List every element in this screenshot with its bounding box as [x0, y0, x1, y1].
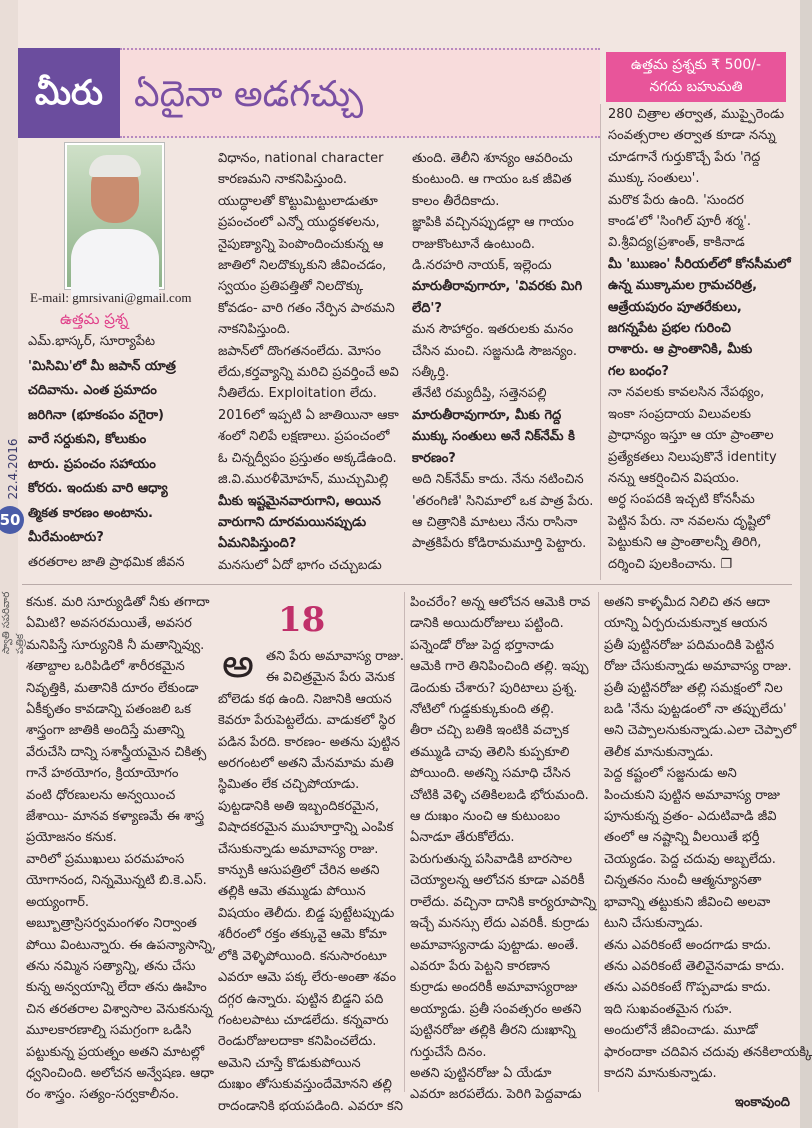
- text-line: యుద్ధాలతో కొట్టుమిట్టులాడుతూ: [218, 193, 378, 209]
- text-line: మనిపిస్తే సూర్యునికి నీ మతాన్నివ్వు.: [26, 637, 205, 653]
- text-line: ముక్కు సంతులు'.: [608, 171, 700, 187]
- text-line: మారుతీరావుగారూ, మీకు గెద్ద: [412, 407, 562, 423]
- text-line: తను నమ్మిన సత్యాన్ని, తను చేసు: [26, 958, 196, 974]
- episode-number: 18: [278, 600, 326, 640]
- text-line: విషాదకరమైన ముహూర్తాన్ని ఎంపిక: [218, 820, 394, 836]
- text-line: రాశారు. ఆ ప్రాంతానికి, మీకు: [608, 342, 753, 358]
- text-line: శతాబ్దాల ఒరిపిడిలో శారీరకమైన: [26, 659, 185, 675]
- text-line: డెందుకు చేశారు? పురిటాలు ప్రశ్న.: [410, 680, 578, 696]
- text-line: కనుక. మరి సూర్యుడితో నీకు తగాదా: [26, 595, 210, 610]
- page-number-badge: 50: [0, 506, 24, 534]
- text-line: పించరేం? అన్న ఆలోచన ఆమెకి రావ: [410, 595, 591, 610]
- text-line: శాస్త్రంగా జాతికి అందిస్తే మతాన్ని: [26, 723, 185, 739]
- text-line: మీకు ఇష్టమైనవారుగాని, అయిన: [218, 493, 381, 509]
- text-line: చేసిన మంచి. సజ్జనుడి సౌజన్యం.: [412, 343, 577, 359]
- text-line: కాదని మానుకున్నాడు.: [604, 1065, 717, 1081]
- text-line: నాకనిపిస్తుంది.: [218, 322, 291, 338]
- text-line: గుర్తుచేసే దినం.: [410, 1044, 487, 1060]
- text-line: దుఃఖం తోసుకువస్తుందేమోనని తల్లి: [218, 1077, 392, 1093]
- magazine-name: స్వాతి సపరివార పత్రిక: [1, 591, 26, 654]
- text-line: తను ఎవరికంటే తెలివైనవాడు కాదు.: [604, 958, 785, 974]
- text-line: జగన్నపేట ప్రభల గురించి: [608, 321, 731, 337]
- text-line: ఆ చిత్రానికి మాటలు నేను రాసినా: [412, 514, 578, 530]
- text-line: చూడగానే గుర్తుకొచ్చే పేరు 'గెద్ద: [608, 149, 761, 165]
- text-line: అతని కాళ్ళమీద నిలిచి తన ఆదా: [604, 595, 770, 610]
- text-line: నోటిలో గుడ్డకుక్కుకుంది తల్లి.: [410, 702, 555, 718]
- text-line: మూలకారణాల్ని సమగ్రంగా ఒడిసి: [26, 1023, 192, 1039]
- column-rule: [404, 592, 405, 1092]
- text-line: పుట్టడానికి అతి ఇబ్బందికరమైన,: [218, 798, 380, 814]
- text-line: పన్నెండో రోజు పెద్ద భర్తానాడు: [410, 637, 554, 653]
- text-line: ఓ చిన్నద్వీపం ప్రస్తుతం అక్కడేఉంది.: [218, 450, 397, 466]
- text-line: కున్న అన్వయాన్ని లేదా తను ఊహిం: [26, 980, 207, 996]
- text-line: తని పేరు అమావాస్య రాజు.: [266, 649, 405, 664]
- text-line: 'మిసిమి'లో మీ జపాన్ యాత్ర: [28, 358, 176, 374]
- photo-shirt: [71, 229, 159, 299]
- text-line: తల్లికి ఆమె తమ్ముడు పోయిన: [218, 884, 366, 900]
- text-line: రాలేదు. వచ్చినా దానికి కార్యరూపాన్ని: [410, 894, 597, 910]
- text-line: ఇంకా సంప్రదాయ విలువలకు: [608, 406, 751, 422]
- text-line: ఈ విచిత్రమైన పేరు వెనుక: [266, 670, 395, 686]
- text-line: తరతరాల జాతి ప్రాథమిక జీవన: [28, 554, 185, 570]
- prize-line-1: ఉత్తమ ప్రశ్నకు ₹ 500/-: [630, 57, 762, 73]
- text-line: భావాన్ని తట్టుకుని జీవించి అలవా: [604, 894, 771, 910]
- text-line: వారుగాని దూరమయినప్పుడు: [218, 514, 367, 530]
- text-line: కాన్పుకి ఆసుపత్రిలో చేరిన అతని: [218, 863, 380, 879]
- text-line: జి.వి.మురళీమోహన్, ముచ్చుమిల్లి: [218, 472, 389, 488]
- text-line: పడిన పేరది. కారణం- అతను పుట్టిన: [218, 734, 401, 750]
- text-line: రాదండానికి భయపడింది. ఎవరూ కని: [218, 1098, 403, 1114]
- text-line: అయ్యాడు. ప్రతీ సంవత్సరం అతని: [410, 1001, 582, 1017]
- text-line: ఎవరూ పేరు పెట్టని కారణాన: [410, 958, 550, 974]
- drop-cap: అ: [222, 641, 254, 687]
- text-line: ఆమెకి గారె తినిపించింది తల్లి. ఇప్పు: [410, 659, 589, 675]
- text-line: అందులోనే జీవించాడు. మూడో: [604, 1023, 758, 1039]
- text-line: మన సౌహార్దం. ఇతరులకు మనం: [412, 322, 574, 338]
- text-line: బోలెడు కథ ఉంది. నిజానికి ఆయన: [218, 691, 392, 707]
- text-line: శరీరంలో రక్తం తక్కువై ఆమె కోమా: [218, 927, 387, 943]
- text-line: పూనుకున్న వ్రతం- ఎదుటివాడి జీవి: [604, 809, 777, 825]
- text-line: డి.నరహరి నాయక్, ఇల్లెందు: [412, 258, 552, 274]
- text-line: రం శాస్త్రం. సత్యం-సర్వకాలీనం.: [26, 1087, 180, 1103]
- text-line: టారు. ప్రపంచం సహాయం: [28, 456, 156, 472]
- text-line: నన్ను ఆకర్షించిన విషయం.: [608, 470, 740, 486]
- text-line: అయ్యంగార్.: [26, 894, 90, 910]
- text-line: అది నిక్‌నేమ్ కాదు. నేను నటించిన: [412, 472, 584, 488]
- text-line: అని చెప్పాలనుకున్నాడు.ఎలా చెప్పాలో: [604, 723, 797, 739]
- text-line: కెవరూ పేరుపెట్టలేదు. వాడుకలో స్థిర: [218, 713, 396, 729]
- text-line: పోయి వింటున్నారు. ఈ ఉపన్యాసాన్ని,: [26, 937, 217, 953]
- text-line: జరిగినా (భూకంపం వగైరా): [28, 407, 164, 423]
- text-line: ఏనాడూ తేరుకోలేదు.: [410, 830, 515, 846]
- text-line: ఇది సుఖవంతమైన గుహ.: [604, 1001, 733, 1017]
- text-line: ఏమనిపిస్తుంది?: [218, 536, 297, 552]
- text-line: డానికి అయిదురోజులు పట్టింది.: [410, 616, 564, 632]
- text-line: నా నవలకు కావలసిన నేపథ్యం,: [608, 385, 765, 401]
- text-line: ముక్కు సంతులు అనే నిక్‌నేమ్ కి: [412, 429, 575, 445]
- text-line: తమ్ముడి చావు తెలిసి కుప్పకూలి: [410, 744, 570, 760]
- text-line: యోగానంద, నిన్నమొన్నటి బి.కె.ఎస్.: [26, 873, 207, 889]
- text-line: అరగంటలో అతని మేనమామ మతి: [218, 756, 394, 772]
- text-line: ప్రపంచంలో ఎన్నో యుద్ధకళలను,: [218, 215, 380, 231]
- text-line: పోయింది. అతన్ని సమాధి చేసిన: [410, 766, 571, 782]
- text-line: పట్టుకున్న ప్రయత్నం అతని మాటల్లో: [26, 1044, 205, 1060]
- column-title-part2: ఏదైనా అడగచ్చు: [120, 48, 600, 138]
- text-line: పుట్టినరోజు తల్లికి తీరని దుఃఖాన్ని: [410, 1023, 576, 1039]
- text-line: ప్రాధాన్యం ఇస్తూ ఆ యా ప్రాంతాల: [608, 428, 774, 444]
- text-line: 280 చిత్రాల తర్వాత, ముప్పైరెండు: [608, 107, 785, 122]
- text-line: మీరేమంటారు?: [28, 530, 104, 545]
- text-line: కాలం తీరేదికాదు.: [412, 193, 500, 209]
- text-line: మీ 'ఋణం' సీరియల్‌లో కోనసీమలో: [608, 256, 791, 272]
- text-line: 2016లో ఇప్పటి ఏ జాతియినా ఆకా: [218, 407, 399, 423]
- text-line: ఉన్న ముక్కామల గ్రామచరిత్ర,: [608, 278, 758, 294]
- text-line: ప్రత్యేకతలు నిలుపుకొనే identity: [608, 449, 777, 465]
- prize-box: [606, 52, 786, 102]
- text-line: కోవడం- వారి గతం నేర్పిన పాఠమని: [218, 300, 395, 316]
- text-line: విషయం తెలీదు. బిడ్డ పుట్టేటప్పుడు: [218, 905, 395, 921]
- text-line: ప్రతీ పుట్టినరోజు పదిమందికి పెట్టిన: [604, 637, 775, 653]
- text-line: 'తరంగిణి' సినిమాలో ఒక పాత్ర పేరు.: [412, 493, 594, 509]
- text-line: నీతిలేదు. Exploitation లేదు.: [218, 386, 377, 402]
- text-line: రాజుకొంటూనే ఉంటుంది.: [412, 236, 536, 252]
- text-line: స్వయం ప్రతిపత్తితో నిలదొక్కు: [218, 279, 364, 295]
- text-line: చెయ్యడం. పెద్ద చదువు అబ్బలేదు.: [604, 851, 776, 867]
- story-column-2: [218, 646, 405, 1117]
- continued-label: ఇంకావుంది: [734, 1095, 790, 1110]
- text-line: తుంది. తెలీని శూన్యం ఆవరించు: [412, 151, 573, 166]
- text-line: సంవత్సరాల తర్వాత కూడా నన్ను: [608, 128, 776, 144]
- text-line: రెండురోజులదాకా కనిపించలేదు.: [218, 1034, 377, 1050]
- column-rule: [600, 104, 601, 580]
- text-line: ధ్వనించింది. అలోచన అన్వేషణ. ఆధా: [26, 1065, 214, 1081]
- text-line: టుని చేసుకున్నాడు.: [604, 916, 704, 932]
- author-photo: [65, 143, 164, 289]
- text-line: వారిలో ప్రముఖులు పరమహంస: [26, 851, 185, 867]
- text-line: కాండ'లో 'సింగిల్ పూరీ శర్మ'.: [608, 214, 751, 230]
- text-line: తేనేటి రమ్యదీప్తి, సత్తెనపల్లి: [412, 386, 547, 402]
- page-margin-strip: [0, 0, 26, 1128]
- text-line: వి.శ్రీవిద్య(ప్రశాంత్, కాకినాడ: [608, 235, 745, 251]
- text-line: దగ్గర ఉన్నారు. పుట్టిన బిడ్డని పది: [218, 991, 384, 1007]
- text-line: సత్కీర్తి.: [412, 365, 450, 381]
- text-line: గానే హఠయోగం, క్రియాయోగం: [26, 766, 179, 782]
- text-line: విధానం, national character: [218, 151, 384, 166]
- text-line: అమావాస్యనాడు పుట్టాడు. అంతే.: [410, 937, 579, 953]
- text-line: జ్ఞాపికి వచ్చినప్పుడల్లా ఆ గాయం: [412, 215, 574, 231]
- text-line: ఏకీకృతం కావడాన్ని పతంజలి ఒక: [26, 702, 191, 718]
- text-line: కోరరు. ఇందుకు వారి ఆధ్యా: [28, 481, 168, 496]
- text-line: కుర్రాడు అందరికీ అమావాస్యరాజు: [410, 980, 578, 996]
- text-line: తంలో ఆ నష్టాన్ని వీలయితే భర్తీ: [604, 830, 760, 846]
- text-line: తను ఎవరికంటే గొప్పవాడు కాదు.: [604, 980, 771, 996]
- column-rule: [598, 592, 599, 1092]
- text-line: ఆత్రేయపురం పూతరేకులు,: [608, 299, 742, 315]
- text-line: పించుకుని పుట్టిన అమావాస్య రాజు: [604, 787, 781, 803]
- text-line: త్మికత కారణం అంటాను.: [28, 505, 153, 521]
- text-line: పెట్టుకుని ఆ ప్రాంతాలన్నీ తిరిగి,: [608, 535, 762, 551]
- prize-line-2: నగదు బహుమతి: [649, 79, 743, 95]
- text-line: పెద్ద కష్టంలో సజ్జనుడు అని: [604, 766, 737, 782]
- text-line: వారే సర్దుకుని, కోలుకుం: [28, 432, 147, 447]
- story-column-1: [26, 592, 217, 1106]
- text-line: కారణం?: [412, 450, 456, 466]
- text-line: పాత్రకిపేరు కోడిరామమూర్తి పెట్టారు.: [412, 536, 587, 552]
- text-line: అతని పుట్టినరోజు ఏ యేడూ: [410, 1065, 552, 1081]
- text-line: ఏమిటి? అవసరమయితే, అవసర: [26, 616, 192, 632]
- text-line: ఎమ్.భాస్కర్, సూర్యాపేట: [28, 334, 156, 349]
- text-line: కారణమని నాకనిపిస్తుంది.: [218, 172, 348, 188]
- text-line: చేసుకున్నాడు అమావాస్య రాజు.: [218, 841, 379, 857]
- text-line: తను ఎవరికంటే అందగాడు కాదు.: [604, 937, 772, 953]
- text-line: చెయ్యాలన్న ఆలోచన కూడా ఎవరికీ: [410, 873, 585, 889]
- text-line: శంలో నిలిపే లక్షణాలు. ప్రపంచంలో: [218, 429, 390, 445]
- text-line: రోజు చేసుకున్నాడు అమావాస్య రాజు.: [604, 659, 792, 675]
- continued-wrap: [604, 1092, 790, 1113]
- author-email: E-mail: gmrsivani@gmail.com: [30, 290, 192, 305]
- text-line: ఎవరూ ఆమె పక్క లేరు-అంతా శవం: [218, 970, 397, 986]
- text-line: గంటలపాటు చూడలేదు. కన్నవారు: [218, 1012, 389, 1028]
- text-line: గల బంధం?: [608, 363, 669, 379]
- qa-column-4: [608, 104, 790, 575]
- text-line: స్థిమితం లేక చచ్చిపోయాడు.: [218, 777, 360, 793]
- text-line: తెలీక మానుకున్నాడు.: [604, 744, 714, 760]
- text-line: కుంటుంది. ఆ గాయం ఒక జీవిత: [412, 172, 572, 188]
- column-title-part1: మీరు: [18, 48, 120, 138]
- text-line: చిన తరతరాల విశ్వాసాల వెనుకనున్న: [26, 1001, 213, 1017]
- text-line: మనసులో ఏదో భాగం చచ్చుబడు: [218, 557, 382, 573]
- text-line: ఎవరూ జరపలేదు. పెరిగి పెద్దవాడు: [410, 1087, 582, 1103]
- text-line: ఆ దుఃఖం నుంచి ఆ కుటుంబం: [410, 809, 561, 825]
- text-line: దర్శించి పులకించాను. ❐: [608, 556, 733, 572]
- text-line: ప్రతీ పుట్టినరోజు తల్లి సమక్షంలో నిల: [604, 680, 783, 696]
- text-line: మరొక పేరు ఉంది. 'సుందర: [608, 192, 744, 208]
- text-line: చదివాను. ఎంత ప్రమాదం: [28, 383, 157, 398]
- text-line: మారుతీరావుగారూ, 'వివరకు మిగి: [412, 279, 583, 295]
- text-line: వేరుచేసి దాన్ని సశాస్త్రీయమైన చికిత్స: [26, 744, 207, 760]
- text-line: యాన్ని ఏర్పరుచుకున్నాక ఆయన: [604, 616, 768, 632]
- text-line: లేది'?: [412, 300, 442, 316]
- text-line: అర్ధ సంపదకి ఇచ్చటి కోనసీమ: [608, 492, 755, 508]
- text-line: ఫారందాకా చదివిన చదువు తనకిలాయక్కి: [604, 1044, 812, 1060]
- issue-date: 22.4.2016: [6, 438, 20, 500]
- text-line: వంటి ధోరణులను అన్వయించ: [26, 787, 176, 803]
- text-line: చోటికి వెళ్ళి చతికిలబడి భోరుమంది.: [410, 787, 589, 803]
- text-line: ఇచ్చే మనస్సు లేదు ఎవరికీ. కుర్రాడు: [410, 916, 590, 932]
- text-line: నివృత్తికి, మతానికి దూరం లేకుండా: [26, 680, 199, 696]
- text-line: అమెని చూస్తే కొడుకుపోయిన: [218, 1055, 361, 1071]
- text-line: ప్రయోజనం కనుక.: [26, 830, 117, 846]
- text-line: లేదు,కర్తవ్యాన్ని మరిచి ప్రవర్తించే అవి: [218, 365, 399, 381]
- qa-column-1: [28, 330, 210, 575]
- section-divider: [22, 584, 792, 585]
- text-line: బడి 'నేను పుట్టడంలో నా తప్పులేదు': [604, 702, 787, 718]
- story-column-3: [410, 592, 596, 1106]
- story-column-4: [604, 592, 812, 1084]
- text-line: నైపుణ్యాన్ని పెంపొందించుకున్న ఆ: [218, 236, 384, 252]
- text-line: పెట్టిన పేరు. నా నవలను దృష్టిలో: [608, 513, 770, 529]
- text-line: అబ్బూత్రాస్రిసర్వమంగళం నిర్వాంత: [26, 916, 197, 932]
- text-line: జేశాయి- మానవ కళ్యాణమే ఈ శాస్త్ర: [26, 809, 205, 825]
- text-line: పెరుగుతున్న పసివాడికి బారసాల: [410, 851, 573, 867]
- qa-column-2: [218, 148, 402, 576]
- best-question-label: ఉత్తమ ప్రశ్న: [60, 310, 129, 328]
- text-line: తీరా చచ్చి బతికి ఇంటికి వచ్చాక: [410, 723, 569, 739]
- text-line: లోకి వెళ్ళిపోయింది. కనుసారంటూ: [218, 948, 387, 964]
- qa-column-3: [412, 148, 596, 555]
- text-line: జపాన్‌లో దొంగతనంలేదు. మోసం: [218, 343, 381, 359]
- text-line: చిన్నతనం నుంచీ ఆత్మన్యూనతా: [604, 873, 762, 889]
- photo-hair: [89, 155, 141, 177]
- text-line: జాతిలో నిలదొక్కుకుని జీవించడం,: [218, 258, 387, 274]
